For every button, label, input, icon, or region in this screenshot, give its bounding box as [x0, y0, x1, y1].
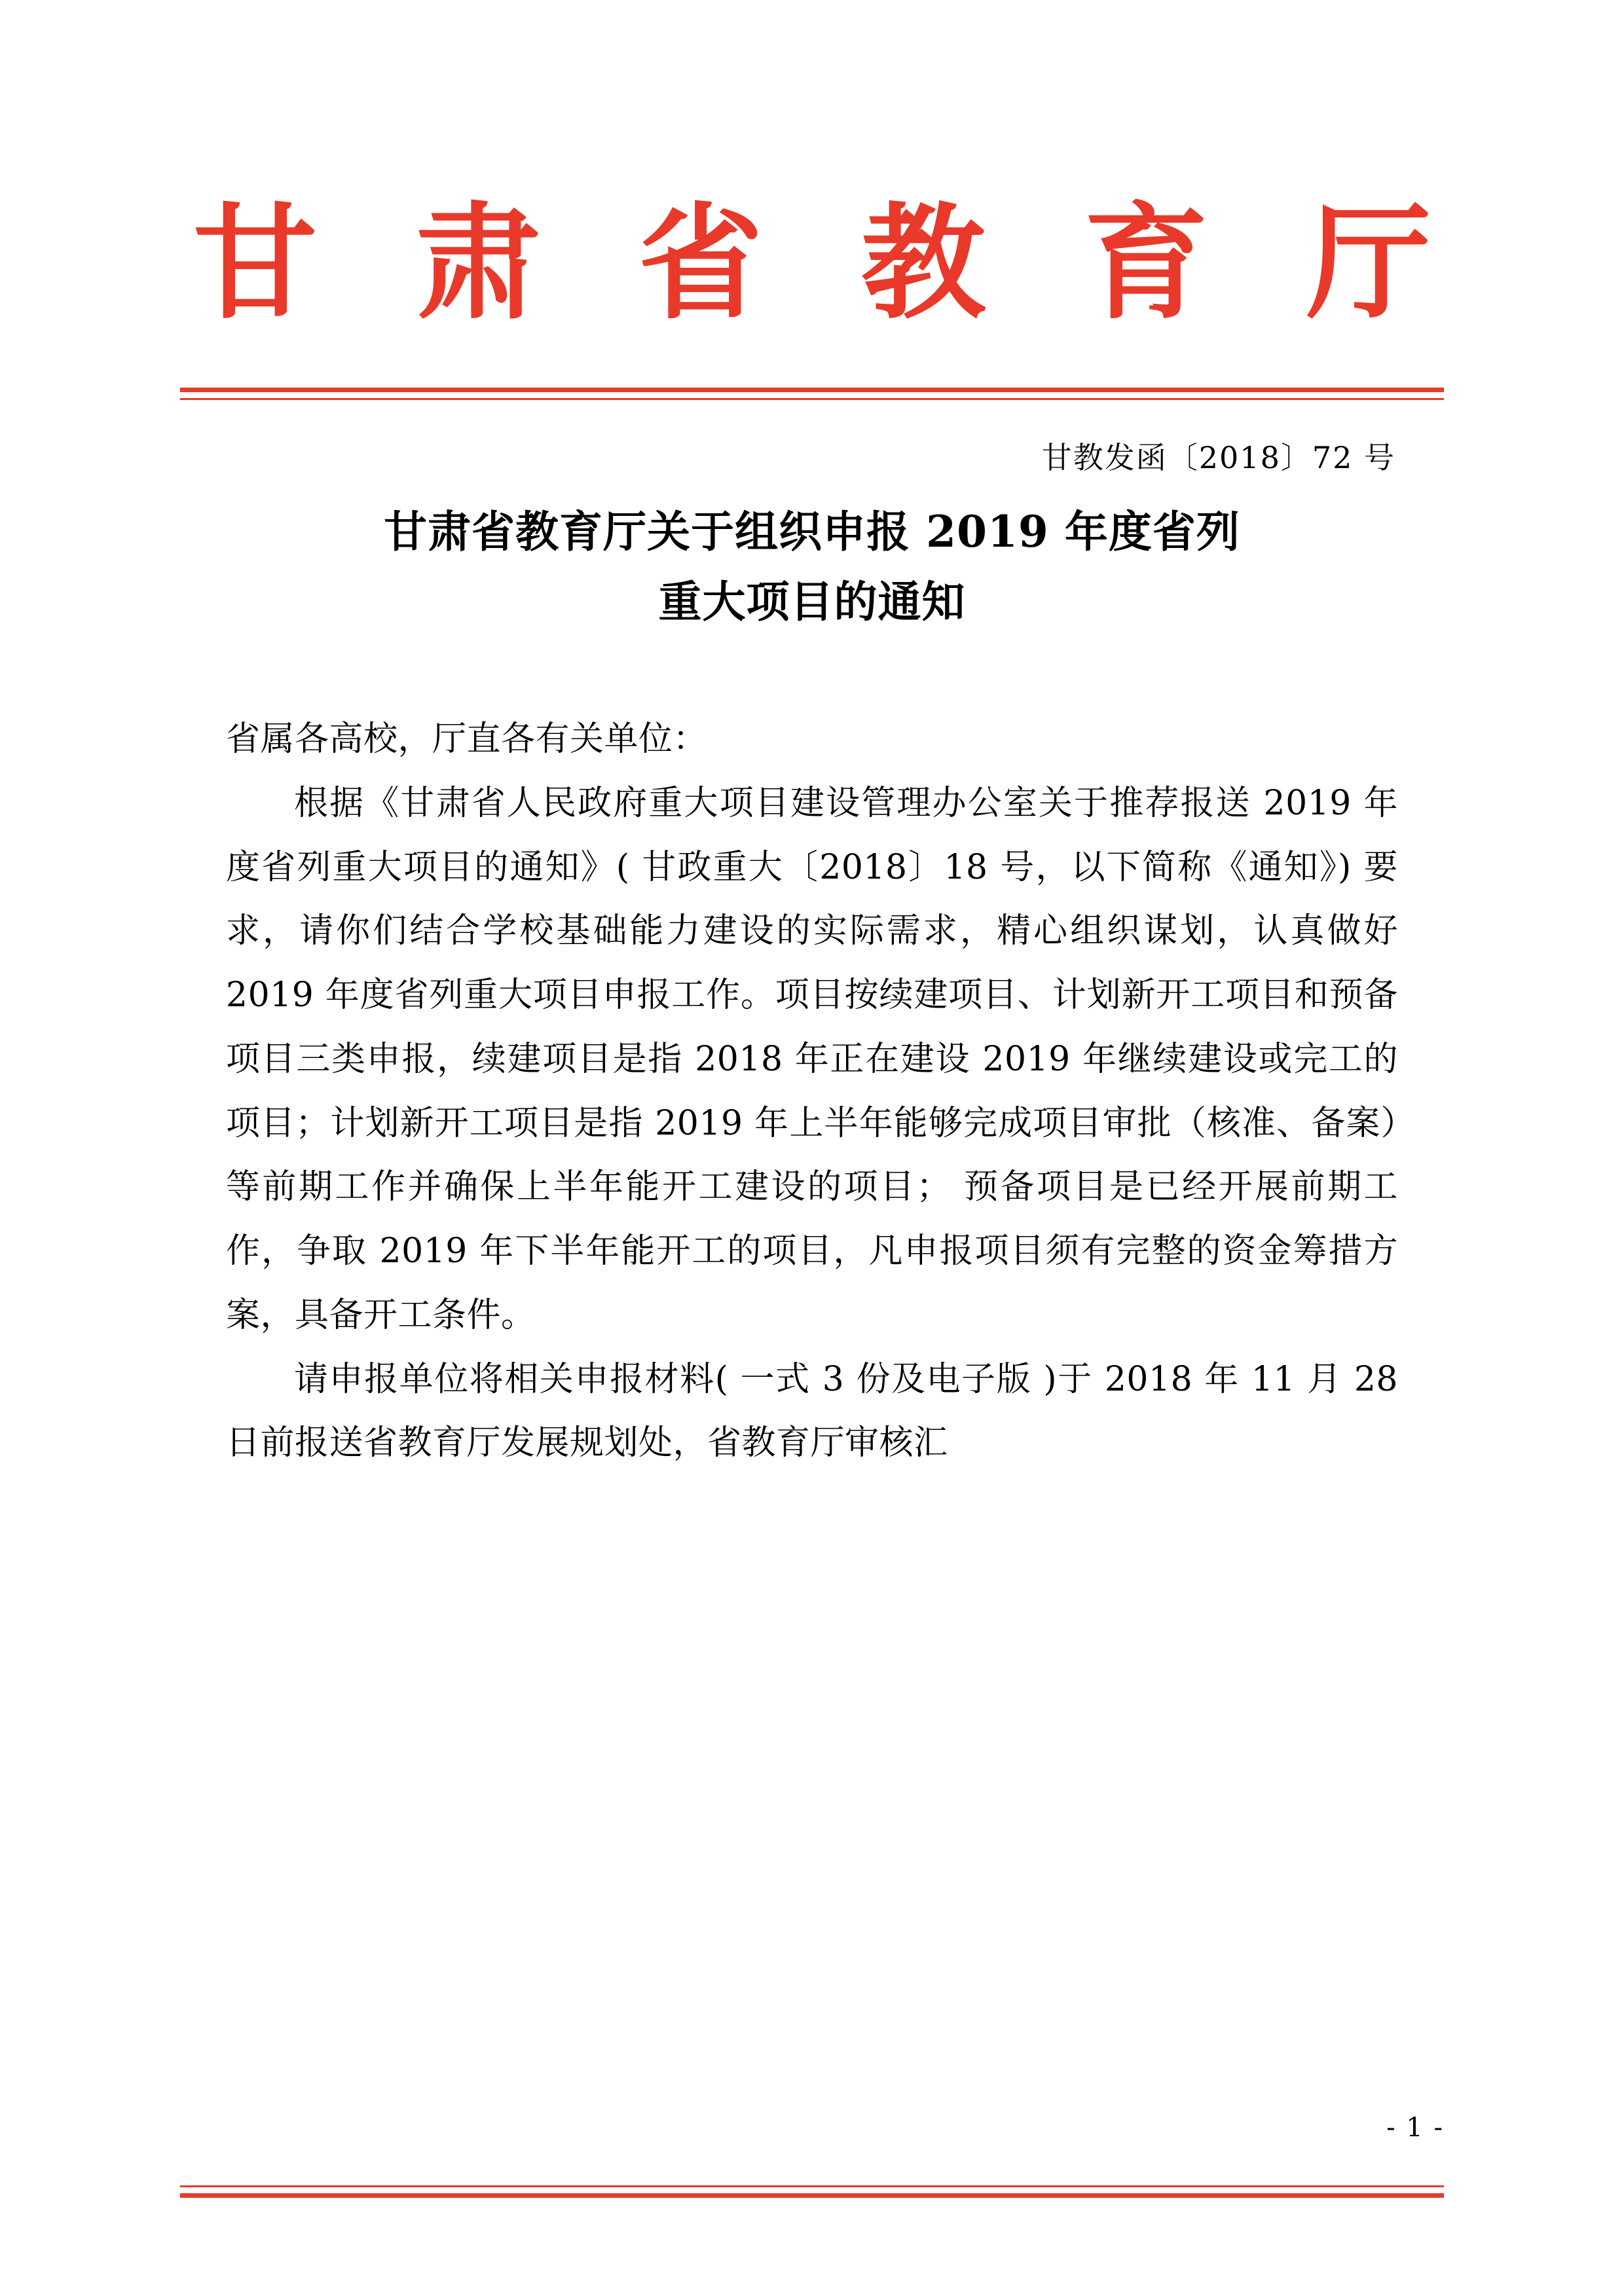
document-title-line-1: 甘肃省教育厅关于组织申报 2019 年度省列	[384, 506, 1240, 558]
footer-divider-thick-line	[180, 2193, 1444, 2198]
masthead	[0, 0, 1624, 337]
document-body	[226, 708, 1398, 1476]
body-paragraph-2: 请申报单位将相关申报材料( 一式 3 份及电子版 )于 2018 年 11 月 28 日前报送省教育厅发展规划处，省教育厅审核汇	[226, 1359, 1398, 1463]
header-divider	[180, 388, 1444, 400]
document-number: 甘教发函〔2018〕72 号	[1041, 440, 1395, 476]
document-title	[229, 497, 1395, 637]
header-divider-gap	[180, 392, 1444, 398]
salutation: 省属各高校，厅直各有关单位：	[226, 720, 708, 759]
footer-area	[180, 2113, 1444, 2198]
footer-divider-gap	[180, 2187, 1444, 2193]
header-divider-thick-line	[180, 388, 1444, 392]
body-paragraph-1: 根据《甘肃省人民政府重大项目建设管理办公室关于推荐报送 2019 年度省列重大项目的通知》( 甘政重大〔2018〕18 号，以下简称《通知》) 要求，请你们结合学校基础能力建设的实际需求，精心组织谋划，认真做好 2019 年度省列重大项目申报工作。项目按续建项目、计划新开工项目和预备项目三类申报，续建项目是指 2018 年正在建设 2019 年继续建设或完工的项目；计划新开工项目是指 2019 年上半年能够完成项目审批（核准、备案）等前期工作并确保上半年能开工建设的项目； 预备项目是已经开展前期工作，争取 2019 年下半年能开工的项目，凡申报项目须有完整的资金筹措方案，具备开工条件。	[226, 783, 1398, 1335]
issuing-authority-title: 甘 肃 省 教 育 厅	[193, 190, 1459, 336]
header-divider-thin-line	[180, 398, 1444, 400]
document-title-line-2: 重大项目的通知	[658, 576, 966, 628]
page-number: - 1 -	[1386, 2113, 1444, 2143]
